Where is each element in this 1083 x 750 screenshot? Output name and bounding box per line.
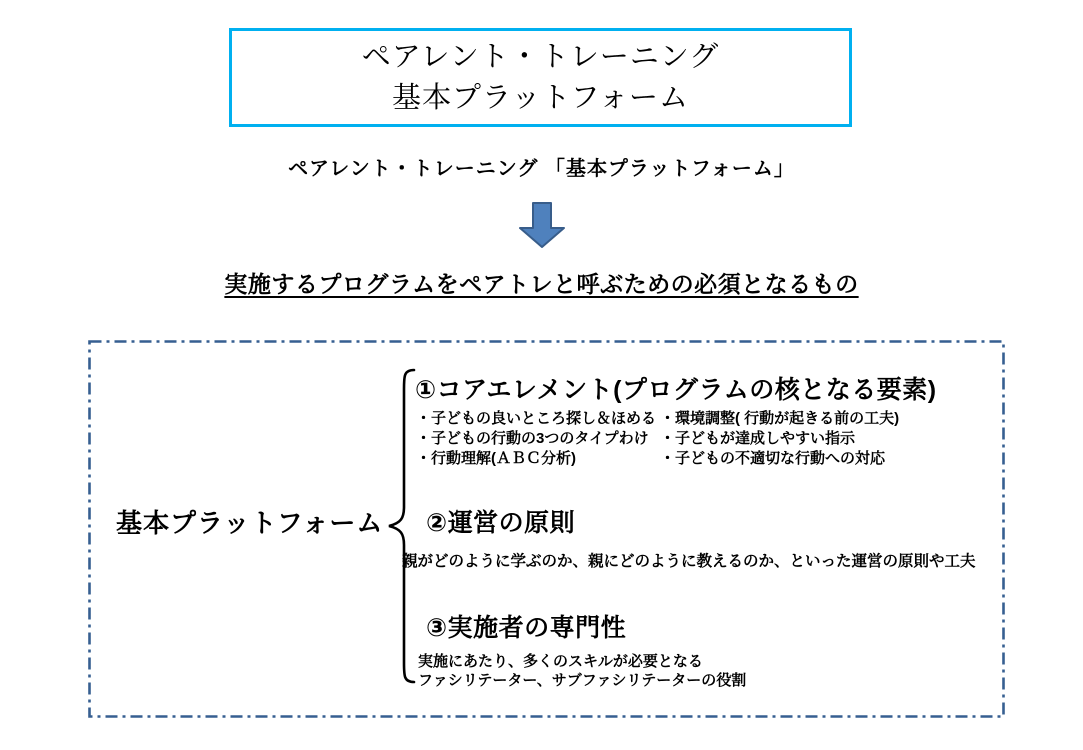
title-line-2: 基本プラットフォーム: [391, 81, 690, 114]
subtitle: ペアレント・トレーニング 「基本プラットフォーム」: [288, 158, 795, 180]
section-3-description: [418, 652, 746, 690]
platform-box: [88, 340, 1005, 718]
platform-label: 基本プラットフォーム: [116, 508, 384, 538]
bullets-left-column: [416, 409, 660, 469]
description-line: 実施にあたり、多くのスキルが必要となる: [418, 653, 703, 670]
title-line-1: ペアレント・トレーニング: [361, 40, 720, 73]
section-2-heading: ②運営の原則: [426, 509, 576, 537]
description-line: ファシリテーター、サブファシリテーターの役割: [418, 672, 747, 689]
bullet-item: ・子どもの行動の3つのタイプわけ: [416, 430, 649, 447]
section-2-description: 親がどのように学ぶのか、親にどのように教えるのか、といった運営の原則や工夫: [402, 553, 976, 570]
down-arrow-icon: [519, 202, 565, 248]
curly-brace-icon: [384, 367, 416, 685]
bullet-item: ・行動理解(ＡＢＣ分析): [416, 450, 576, 467]
core-element-bullets: [416, 409, 899, 469]
bullet-item: ・環境調整( 行動が起きる前の工夫): [660, 410, 900, 427]
section-3-heading: ③実施者の専門性: [426, 614, 627, 642]
lead-heading: 実施するプログラムをペアトレと呼ぶための必須となるもの: [224, 271, 859, 297]
section-1-heading: ①コアエレメント(プログラムの核となる要素): [415, 376, 937, 404]
bullets-right-column: [660, 409, 899, 469]
bullet-item: ・子どもが達成しやすい指示: [660, 430, 856, 447]
title-box: [229, 28, 852, 127]
bullet-item: ・子どもの不適切な行動への対応: [660, 450, 886, 467]
bullet-item: ・子どもの良いところ探し＆ほめる: [416, 410, 657, 427]
